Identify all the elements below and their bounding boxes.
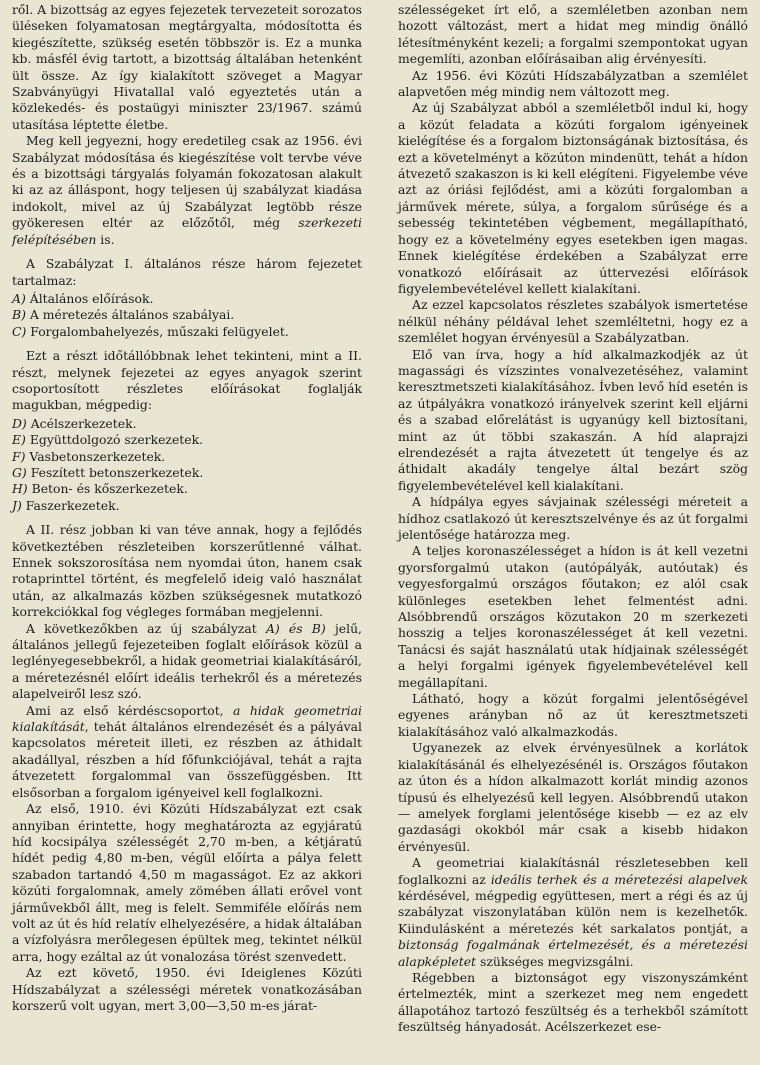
- text-run: A geometriai kialakításnál részletesebben kell foglalkozni az: [398, 855, 748, 887]
- chapter-list-general: [12, 291, 362, 340]
- list-letter: G): [12, 464, 27, 480]
- text-run: kérdésével, mégpedig együttesen, mert a régi és az új szabályzat viszonylatában külön nem is kezelhetők. Kiindulásként a méretezés két sarkalatos pontját, a: [398, 887, 748, 936]
- list-letter: E): [12, 432, 26, 448]
- list-text: A méretezés általános szabályai.: [29, 307, 235, 323]
- italic-run: ideális terhek és a méretezési alapelvek: [490, 871, 748, 887]
- list-letter: C): [12, 323, 27, 339]
- paragraph: [398, 855, 748, 970]
- list-letter: H): [12, 481, 28, 497]
- text-run: Ami az első kérdéscsoportot,: [26, 702, 234, 718]
- italic-run: a hidak geometriai kialakítását: [12, 702, 362, 735]
- paragraph: Az új Szabályzat abból a szemléletből indul ki, hogy a közút feladata a közúti forgalom igényeinek kielégítése és a forgalom biztonságának biztosítása, és ezt a követelményt a közúton mindenütt, tehát a hídon átvezető szakaszon is ki kell elégíteni. Figyelembe véve azt az óriási fejlődést, ami a közúti forgalomban a járművek mérete, súlya, a forgalom sűrűsége és a sebesség tekintetében végbement, megállapítható, hogy ez a követelmény egyes esetekben igen magas. Ennek kielégítése érdekében a Szabályzat erre vonatkozó előírásait az úttervezési előírások figyelembevételével kellett kialakítani.: [398, 100, 748, 296]
- list-item: [12, 498, 362, 514]
- paragraph: A teljes koronaszélességet a hídon is át kell vezetni gyorsforgalmú utakon (autópályák, autóutak) és vegyesforgalmú országos főutakon; ez alól csak különleges esetekben lehet felmentést adni. Alsóbbrendű országos közutakon 20 m szerkezeti hosszig a teljes koronaszélességet át kell vezetni. Tanácsi és saját használatú utak hídjainak szélességét a helyi forgalmi igények figyelembevételével kell megállapítani.: [398, 543, 748, 690]
- italic-run: szerkezeti felépítésében: [12, 215, 362, 247]
- list-text: Beton- és kőszerkezetek.: [31, 481, 188, 497]
- right-column: [398, 2, 748, 1036]
- paragraph: ről. A bizottság az egyes fejezetek tervezeteit sorozatos üléseken folyamatosan megtárgyalta, módosította és kiegészítette, szükség esetén többször is. Ez a munka kb. másfél évig tartott, a bizottság általában hetenként ült össze. Az így kialakított szöveget a Magyar Szabványügyi Hivatallal való egyeztetés után a közlekedés- és postaügyi miniszter 23/1967. számú utasítása léptette életbe.: [12, 2, 362, 132]
- paragraph: Elő van írva, hogy a híd alkalmazkodjék az út magassági és vízszintes vonalvezetéséhez, valamint keresztmetszeti kialakításához. Ívben levő híd esetén is az útpályákra vonatkozó irányelvek szerint kell eljárni és a szabad előrelátást is ugyanúgy kell biztosítani, mint az út többi szakaszán. A híd alaprajzi elrendezését a rajta átvezetett út tengelye és az áthidalt akadály tengelye által bezárt szög figyelembevételével kell kialakítani.: [398, 346, 748, 493]
- paragraph: Az ezt követő, 1950. évi Ideiglenes Közúti Hídszabályzat a szélességi méretek vonatkozásában korszerű volt ugyan, mert 3,00—3,50 m-es járat-: [12, 965, 362, 1013]
- list-letter: A): [12, 290, 26, 306]
- chapter-list-materials: [12, 416, 362, 514]
- list-letter: B): [12, 307, 26, 323]
- text-run: A következőkben az új szabályzat: [26, 620, 266, 636]
- list-item: [12, 416, 362, 432]
- list-text: Feszített betonszerkezetek.: [30, 464, 204, 480]
- text-run: , tehát általános elrendezését és a pályával kapcsolatos méreteit illeti, ez részben az áthidalt akadállyal, részben a híd főfunkciójával, tehát a rajta átvezetett forgalommal van összefüggésben. Itt elsősorban a forgalom igényeivel kell foglalkozni.: [12, 719, 362, 800]
- list-item: [12, 324, 362, 340]
- text-run: szükséges megvizsgálni.: [476, 953, 634, 969]
- paragraph: [12, 133, 362, 248]
- list-text: Faszerkezetek.: [25, 497, 120, 513]
- list-item: [12, 291, 362, 307]
- text-run: is.: [96, 231, 115, 247]
- list-letter: D): [12, 415, 27, 431]
- paragraph: szélességeket írt elő, a szemléletben azonban nem hozott változást, mert a hidat meg mindig önálló létesítményként kezeli; a forgalmi szempontokat ugyan megemlíti, azonban előírásaiban alig érvényesíti.: [398, 2, 748, 67]
- italic-run: biztonság fogalmának értelmezését, és a méretezési alapképletet: [398, 937, 748, 969]
- list-text: Forgalombahelyezés, műszaki felügyelet.: [30, 323, 289, 339]
- paragraph: A II. rész jobban ki van téve annak, hogy a fejlődés következtében részleteiben korszerűtlenné válhat. Ennek sokszorosítása nem nyomdai úton, hanem csak rotaprinttel történt, és megfelelő ideig való használat után, az alkalmazás közben szükségesnek mutatkozó korrekciókkal fog végleges formában megjelenni.: [12, 522, 362, 620]
- paragraph: Ezt a részt időtállóbbnak lehet tekinteni, mint a II. részt, melynek fejezetei az egyes anyagok szerint csoportosított részletes előírásokat foglalják magukban, mégpedig:: [12, 348, 362, 413]
- paragraph: Ugyanezek az elvek érvényesülnek a korlátok kialakításánál és elhelyezésénél is. Országos főutakon az úton és a hídon alkalmazott korlát mindig azonos típusú és elhelyezésű kell legyen. Alsóbbrendű utakon — amelyek forglami jelentősége kisebb — ez az elv gazdasági okokból már csak a kisebb hidakon érvényesül.: [398, 740, 748, 854]
- paragraph: A hídpálya egyes sávjainak szélességi méreteit a hídhoz csatlakozó út keresztszelvénye és az út forgalmi jelentősége határozza meg.: [398, 494, 748, 542]
- paragraph: Az első, 1910. évi Közúti Hídszabályzat ezt csak annyiban érintette, hogy meghatározta az egyjáratú híd kocsipálya szélességét 2,70 m-ben, a kétjáratú hídét pedig 4,80 m-ben, végül előírta a pálya felett szabadon tartandó 4,50 m magasságot. Ez az akkori közúti forgalomnak, amely zömében állati erővel vont járművekből állt, meg is felelt. Semmiféle előírás nem volt az út és híd relatív elhelyezésére, a hidak általában a vízfolyásra merőlegesen épültek meg, tekintet nélkül arra, hogy ezáltal az út vonalozása törést szenvedett.: [12, 801, 363, 964]
- list-text: Acélszerkezetek.: [30, 415, 137, 431]
- list-item: [12, 449, 362, 465]
- list-text: Általános előírások.: [29, 290, 154, 306]
- paragraph: Az 1956. évi Közúti Hídszabályzatban a szemlélet alapvetően még mindig nem változott meg.: [398, 67, 748, 100]
- paragraph: Az ezzel kapcsolatos részletes szabályok ismertetése nélkül néhány példával lehet szemléltetni, hogy ez a szemlélet hogyan érvényesül a Szabályzatban.: [398, 297, 748, 346]
- list-item: [12, 465, 362, 481]
- list-item: [12, 432, 362, 448]
- list-item: [12, 307, 362, 323]
- left-column: [12, 2, 362, 1014]
- list-letter: J): [12, 497, 22, 513]
- paragraph: [12, 703, 362, 801]
- paragraph: Látható, hogy a közút forgalmi jelentőségével egyenes arányban nő az út keresztmetszeti kialakításához való alkalmazkodás.: [398, 691, 748, 739]
- text-run: Meg kell jegyezni, hogy eredetileg csak az 1956. évi Szabályzat módosítása és kiegészítése volt tervbe véve és a bizottsági tárgyalás folyamán fokozatosan alakult ki az az álláspont, hogy teljesen új szabályzat kiadása indokolt, mivel az új Szabályzat legtöbb része gyökeresen eltér az előzőtől, még: [12, 133, 362, 231]
- paragraph: A Szabályzat I. általános része három fejezetet tartalmaz:: [12, 256, 362, 288]
- paragraph: [12, 621, 362, 703]
- list-text: Vasbetonszerkezetek.: [29, 448, 166, 464]
- italic-run: A) és B): [265, 620, 326, 636]
- list-item: [12, 481, 362, 497]
- paragraph: Régebben a biztonságot egy viszonyszámként értelmezték, mint a szerkezet meg nem engedett állapotához tartozó feszültség és a terhekből számított feszültség hányadosát. Acélszerkezet ese-: [398, 969, 748, 1035]
- text-run: jelű, általános jellegű fejezeteiben foglalt előírások közül a leglényegesebbekről, a hidak geometriai kialakításáról, a méretezésnél előírt ideális terhekről és a méretezés alapelveiről lesz szó.: [12, 620, 362, 702]
- list-letter: F): [12, 448, 26, 464]
- list-text: Együttdolgozó szerkezetek.: [29, 432, 204, 448]
